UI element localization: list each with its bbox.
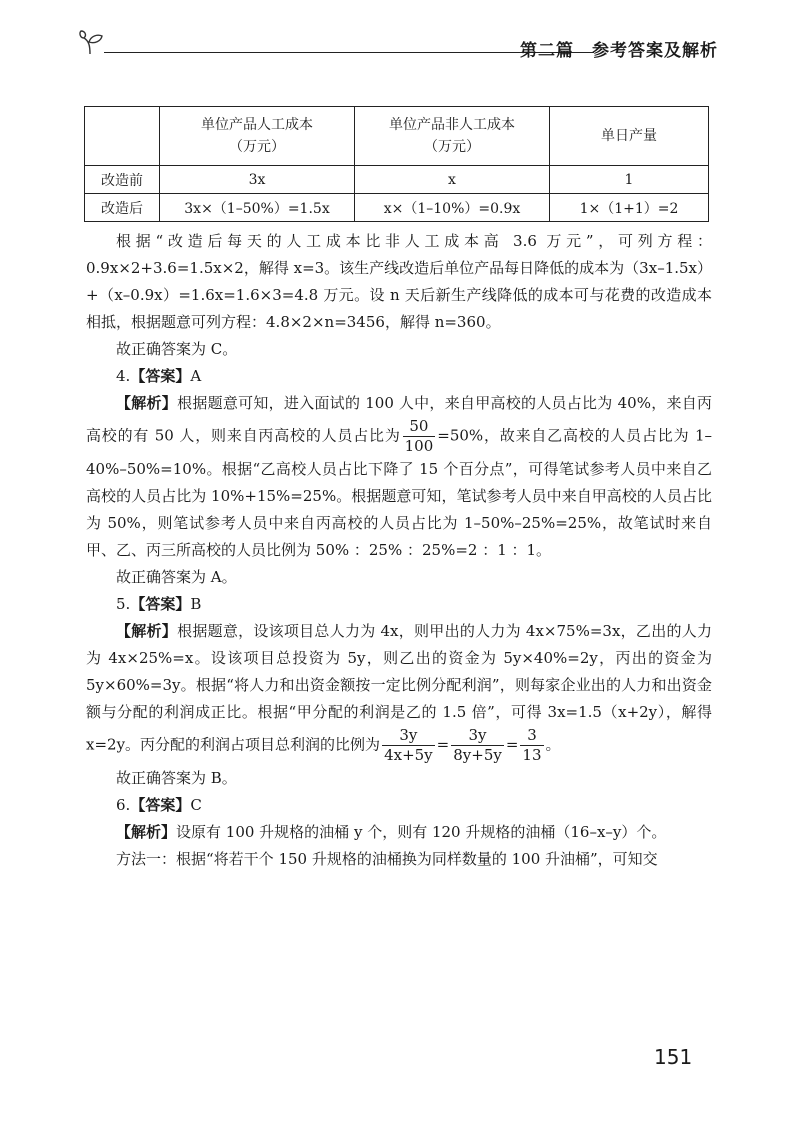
question-6-analysis: 【解析】设原有 100 升规格的油桶 y 个，则有 120 升规格的油桶（16–x–y）个。: [116, 823, 667, 841]
table-cell: 改造后: [85, 194, 160, 222]
table-cell: x×（1–10%）=0.9x: [355, 194, 550, 222]
table-header-cell: 单日产量: [550, 107, 709, 166]
table-cell: x: [355, 166, 550, 194]
question-4-analysis: 【解析】根据题意可知，进入面试的 100 人中，来自甲高校的人员占比为 40%，来自丙高校的有 50 人，则来自丙高校的人员占比为 $\frac{50}{100}$ =50%，故来自乙高校的人员占比为 1–40%–50%=10%。根据“乙高校人员占比下降了 15 个百分点”，可得笔试参考人员中来自乙高校的人员占比为 10%+15%=25%。根据题意可知，笔试参考人员中来自甲高校的人员占比为 50%，则笔试参考人员中来自丙高校的人员占比为 1–50%–25%=25%，故笔试时来自甲、乙、丙三所高校的人员比例为 50% ：25% ：25%=2 ：1 ：1。: [86, 394, 712, 559]
paragraph: 根据“改造后每天的人工成本比非人工成本高 3.6 万元”，可列方程：0.9x×2+3.6=1.5x×2，解得 x=3。该生产线改造后单位产品每日降低的成本为（3x–1.5x）+（x–0.9x）=1.6x=1.6×3=4.8 万元。设 n 天后新生产线降低的成本可与花费的改造成本相抵，根据题意可列方程：4.8×2×n=3456，解得 n=360。: [86, 232, 713, 331]
question-5-answer: 5.【答案】B: [116, 595, 202, 613]
cost-table: [84, 106, 709, 222]
table-row: [85, 166, 709, 194]
conclusion: 故正确答案为 B。: [116, 769, 237, 787]
question-5-analysis: 【解析】根据题意，设该项目总人力为 4x，则甲出的人力为 4x×75%=3x，乙出的人力为 4x×25%=x。设该项目总投资为 5y，则乙出的资金为 5y×40%=2y，丙出的资金为 5y×60%=3y。根据“将人力和出资金额按一定比例分配利润”，则每家企业出的人力和出资金额与分配的利润成正比。根据“甲分配的利润是乙的 1.5 倍”，可得 3x=1.5（x+2y），解得 x=2y。丙分配的利润占项目总利润的比例为 $\frac{3y}{4x+5y}$ = $\frac{3y}{8y+5y}$ = $\frac{3}{13}$ 。: [86, 622, 712, 764]
table-cell: 3x×（1–50%）=1.5x: [160, 194, 355, 222]
fraction: $\frac{3}{13}$: [522, 726, 542, 764]
table-row: [85, 194, 709, 222]
method-one: 方法一：根据“将若干个 150 升规格的油桶换为同样数量的 100 升油桶”，可知交: [116, 850, 658, 868]
table-cell: 1: [550, 166, 709, 194]
table-header-row: [85, 107, 709, 166]
fraction: $\frac{50}{100}$: [404, 417, 434, 455]
table-header-cell: 单位产品非人工成本 （万元）: [355, 107, 550, 166]
running-header: [78, 30, 718, 70]
table-header-cell: 单位产品人工成本 （万元）: [160, 107, 355, 166]
conclusion: 故正确答案为 C。: [116, 340, 238, 358]
question-6-answer: 6.【答案】C: [116, 796, 202, 814]
page-number: 151: [654, 1045, 693, 1069]
fraction: $\frac{3y}{8y+5y}$: [453, 726, 502, 764]
fraction: $\frac{3y}{4x+5y}$: [384, 726, 433, 764]
table-cell: 1×（1+1）=2: [550, 194, 709, 222]
header-title: 第二篇 参考答案及解析: [520, 41, 718, 61]
answer-text: [86, 228, 712, 873]
question-4-answer: 4.【答案】A: [116, 367, 202, 385]
table-cell: 3x: [160, 166, 355, 194]
table-header-cell: [85, 107, 160, 166]
table-cell: 改造前: [85, 166, 160, 194]
conclusion: 故正确答案为 A。: [116, 568, 237, 586]
